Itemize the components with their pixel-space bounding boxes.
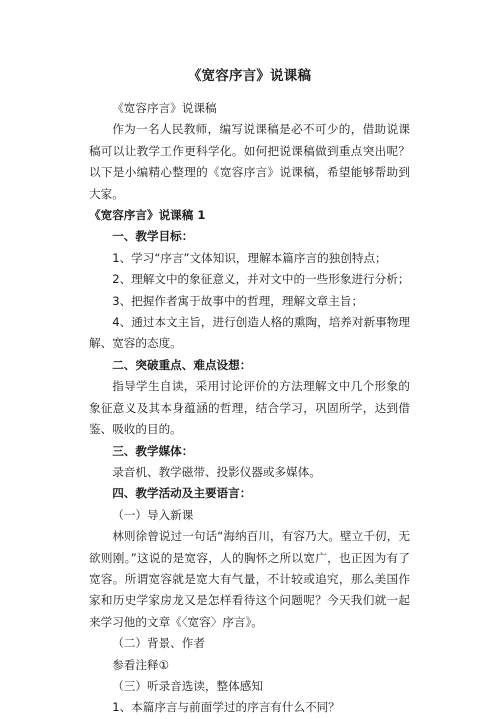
paragraph: 1、学习“序言”文体知识，理解本篇序言的独创特点； xyxy=(112,250,387,265)
paragraph: 3、把握作者寓于故事中的哲理，理解文章主旨； xyxy=(112,293,364,308)
section-heading: 一、教学目标： xyxy=(112,229,194,244)
paragraph: 1、本篇序言与前面学过的序言有什么不同？ xyxy=(112,700,340,715)
section-heading: 三、教学媒体： xyxy=(112,443,194,458)
section-heading: 二、突破重点、难点设想： xyxy=(112,357,252,372)
paragraph: （三）听录音选读，整体感知 xyxy=(112,678,263,693)
paragraph: 参看注释① xyxy=(112,657,169,672)
paragraph: 2、理解文中的象征意义，并对文中的一些形象进行分析； xyxy=(112,272,410,287)
document-title: 《宽容序言》说课稿 xyxy=(187,68,312,84)
paragraph: （一）导入新课 xyxy=(112,507,194,522)
paragraph: 4、通过本文主旨，进行创造人格的熏陶，培养对新事物理解、宽容的态度。 xyxy=(89,315,410,351)
paragraph: （二）背景、作者 xyxy=(112,636,205,651)
paragraph: 作为一名人民教师，编写说课稿是必不可少的，借助说课稿可以让教学工作更科学化。如何把说课稿做到重点突出呢？以下是小编精心整理的《宽容序言》说课稿，希望能够帮助到大家。 xyxy=(89,122,410,201)
paragraph: 《宽容序言》说课稿 xyxy=(112,101,217,115)
paragraph: 指导学生自读，采用讨论评价的方法理解文中几个形象的象征意义及其本身蕴涵的哲理，结合学习，巩固所学，达到借鉴、吸收的目的。 xyxy=(89,379,410,437)
paragraph: 林则徐曾说过一句话“海纳百川，有容乃大。壁立千仞，无欲则刚。”这说的是宽容，人的胸怀之所以宽广，也正因为有了宽容。所谓宽容就是宽大有气量，不计较或追究，那么美国作家和历史学家房龙又是怎样看待这个问题呢？今天我们就一起来学习他的文章《〈宽容〉序言》。 xyxy=(89,529,410,629)
document-body xyxy=(89,98,410,719)
section-heading: 《宽容序言》说课稿 1 xyxy=(89,208,206,223)
paragraph: 录音机、教学磁带、投影仪器或多媒体。 xyxy=(112,464,321,479)
section-heading: 四、教学活动及主要语言： xyxy=(112,486,252,501)
